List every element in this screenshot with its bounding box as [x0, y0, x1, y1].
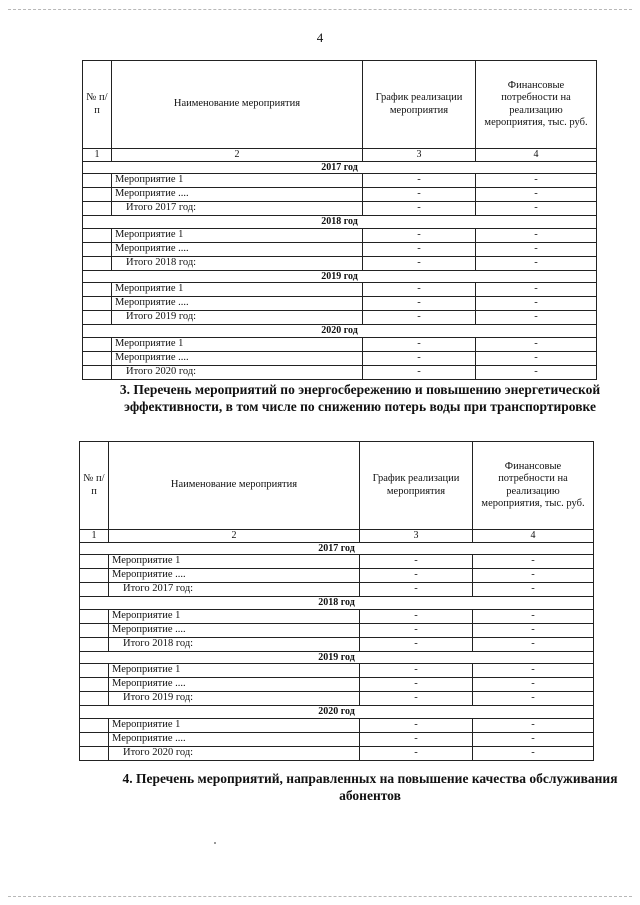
row-number-cell [83, 351, 112, 365]
event-name-cell: Мероприятие .... [109, 569, 360, 583]
row-number-cell [83, 188, 112, 202]
row-number-cell [83, 365, 112, 379]
event-name-cell: Мероприятие 1 [109, 664, 360, 678]
schedule-cell: - [360, 692, 473, 706]
event-name-cell: Мероприятие .... [109, 623, 360, 637]
year-total-label: Итого 2020 год: [109, 746, 360, 760]
row-number-cell [80, 569, 109, 583]
schedule-cell: - [360, 555, 473, 569]
year-total-label: Итого 2018 год: [109, 637, 360, 651]
table-row [80, 609, 594, 623]
finance-cell: - [476, 256, 597, 270]
scan-speck [214, 842, 216, 844]
row-number-cell [80, 664, 109, 678]
row-number-cell [83, 242, 112, 256]
table-row [80, 692, 594, 706]
event-name-cell: Мероприятие .... [112, 351, 363, 365]
year-total-label: Итого 2019 год: [112, 311, 363, 325]
table-row [80, 637, 594, 651]
schedule-cell: - [360, 678, 473, 692]
finance-cell: - [476, 202, 597, 216]
table-row [83, 228, 597, 242]
row-number-cell [83, 228, 112, 242]
row-number-cell [80, 623, 109, 637]
section-4-title: 4. Перечень мероприятий, направленных на повышение качества обслуживания абонентов [122, 771, 618, 803]
year-header: 2018 год [83, 216, 597, 229]
table-row [83, 188, 597, 202]
finance-cell: - [473, 664, 594, 678]
finance-cell: - [473, 678, 594, 692]
table-row [83, 351, 597, 365]
table-row [83, 365, 597, 379]
row-number-cell [80, 555, 109, 569]
schedule-cell: - [360, 664, 473, 678]
schedule-cell: - [360, 569, 473, 583]
event-name-cell: Мероприятие 1 [109, 609, 360, 623]
col-index-2: 2 [109, 530, 360, 543]
events-table-1 [82, 60, 597, 380]
section-3-title: 3. Перечень мероприятий по энергосбережению и повышению энергетической эффективности, в том числе по снижению потерь воды при транспортировке [119, 382, 601, 414]
table-row [83, 242, 597, 256]
table-row [83, 297, 597, 311]
scan-edge-bottom [8, 896, 632, 897]
table-row [83, 311, 597, 325]
event-name-cell: Мероприятие 1 [109, 555, 360, 569]
finance-cell: - [476, 365, 597, 379]
row-number-cell [80, 718, 109, 732]
col-finance-header: Финансовые потребности на реализацию мероприятия, тыс. руб. [476, 61, 597, 149]
schedule-cell: - [363, 202, 476, 216]
col-index-2: 2 [112, 149, 363, 162]
schedule-cell: - [360, 746, 473, 760]
table-row [83, 283, 597, 297]
schedule-cell: - [363, 188, 476, 202]
schedule-cell: - [360, 609, 473, 623]
schedule-cell: - [363, 174, 476, 188]
finance-cell: - [476, 351, 597, 365]
row-number-cell [80, 692, 109, 706]
finance-cell: - [476, 174, 597, 188]
schedule-cell: - [363, 351, 476, 365]
event-name-cell: Мероприятие .... [109, 678, 360, 692]
year-total-label: Итого 2019 год: [109, 692, 360, 706]
table-row [83, 256, 597, 270]
schedule-cell: - [363, 283, 476, 297]
finance-cell: - [473, 623, 594, 637]
year-total-label: Итого 2018 год: [112, 256, 363, 270]
col-index-3: 3 [363, 149, 476, 162]
schedule-cell: - [360, 718, 473, 732]
col-index-4: 4 [476, 149, 597, 162]
schedule-cell: - [363, 228, 476, 242]
schedule-cell: - [363, 256, 476, 270]
table-row [83, 174, 597, 188]
table-row [80, 664, 594, 678]
row-number-cell [80, 678, 109, 692]
col-index-3: 3 [360, 530, 473, 543]
table-row [83, 202, 597, 216]
finance-cell: - [473, 718, 594, 732]
year-total-label: Итого 2020 год: [112, 365, 363, 379]
col-schedule-header: График реализации мероприятия [363, 61, 476, 149]
events-table-2 [79, 441, 594, 761]
schedule-cell: - [360, 583, 473, 597]
finance-cell: - [473, 555, 594, 569]
year-total-label: Итого 2017 год: [109, 583, 360, 597]
finance-cell: - [476, 283, 597, 297]
table-row [80, 678, 594, 692]
row-number-cell [83, 256, 112, 270]
row-number-cell [83, 337, 112, 351]
table-row [80, 569, 594, 583]
schedule-cell: - [363, 365, 476, 379]
col-schedule-header: График реализации мероприятия [360, 442, 473, 530]
col-name-header: Наименование мероприятия [109, 442, 360, 530]
event-name-cell: Мероприятие .... [112, 242, 363, 256]
year-header: 2020 год [83, 325, 597, 338]
finance-cell: - [473, 583, 594, 597]
row-number-cell [83, 297, 112, 311]
schedule-cell: - [360, 637, 473, 651]
finance-cell: - [476, 311, 597, 325]
finance-cell: - [476, 228, 597, 242]
col-number-header: № п/п [80, 442, 109, 530]
row-number-cell [80, 609, 109, 623]
row-number-cell [83, 202, 112, 216]
col-number-header: № п/п [83, 61, 112, 149]
year-header: 2020 год [80, 706, 594, 719]
col-index-4: 4 [473, 530, 594, 543]
finance-cell: - [473, 746, 594, 760]
year-header: 2017 год [83, 161, 597, 174]
col-finance-header: Финансовые потребности на реализацию мероприятия, тыс. руб. [473, 442, 594, 530]
col-index-1: 1 [80, 530, 109, 543]
schedule-cell: - [363, 242, 476, 256]
event-name-cell: Мероприятие 1 [112, 283, 363, 297]
schedule-cell: - [363, 311, 476, 325]
year-header: 2018 год [80, 597, 594, 610]
finance-cell: - [476, 337, 597, 351]
scan-edge-top [8, 9, 632, 10]
event-name-cell: Мероприятие 1 [112, 174, 363, 188]
table-row [80, 718, 594, 732]
year-total-label: Итого 2017 год: [112, 202, 363, 216]
finance-cell: - [473, 732, 594, 746]
event-name-cell: Мероприятие .... [112, 297, 363, 311]
schedule-cell: - [360, 623, 473, 637]
table-row [80, 583, 594, 597]
year-header: 2019 год [83, 270, 597, 283]
row-number-cell [83, 283, 112, 297]
finance-cell: - [473, 692, 594, 706]
event-name-cell: Мероприятие 1 [109, 718, 360, 732]
row-number-cell [80, 637, 109, 651]
table-row [80, 555, 594, 569]
finance-cell: - [473, 569, 594, 583]
event-name-cell: Мероприятие 1 [112, 228, 363, 242]
table-row [80, 623, 594, 637]
row-number-cell [80, 746, 109, 760]
col-index-1: 1 [83, 149, 112, 162]
schedule-cell: - [360, 732, 473, 746]
event-name-cell: Мероприятие .... [109, 732, 360, 746]
table-row [83, 337, 597, 351]
page-number: 4 [316, 30, 324, 45]
schedule-cell: - [363, 297, 476, 311]
year-header: 2019 год [80, 651, 594, 664]
year-header: 2017 год [80, 542, 594, 555]
row-number-cell [80, 583, 109, 597]
finance-cell: - [476, 297, 597, 311]
row-number-cell [83, 311, 112, 325]
table-row [80, 732, 594, 746]
table-row [80, 746, 594, 760]
finance-cell: - [473, 609, 594, 623]
row-number-cell [83, 174, 112, 188]
col-name-header: Наименование мероприятия [112, 61, 363, 149]
event-name-cell: Мероприятие 1 [112, 337, 363, 351]
event-name-cell: Мероприятие .... [112, 188, 363, 202]
finance-cell: - [473, 637, 594, 651]
finance-cell: - [476, 242, 597, 256]
row-number-cell [80, 732, 109, 746]
finance-cell: - [476, 188, 597, 202]
schedule-cell: - [363, 337, 476, 351]
